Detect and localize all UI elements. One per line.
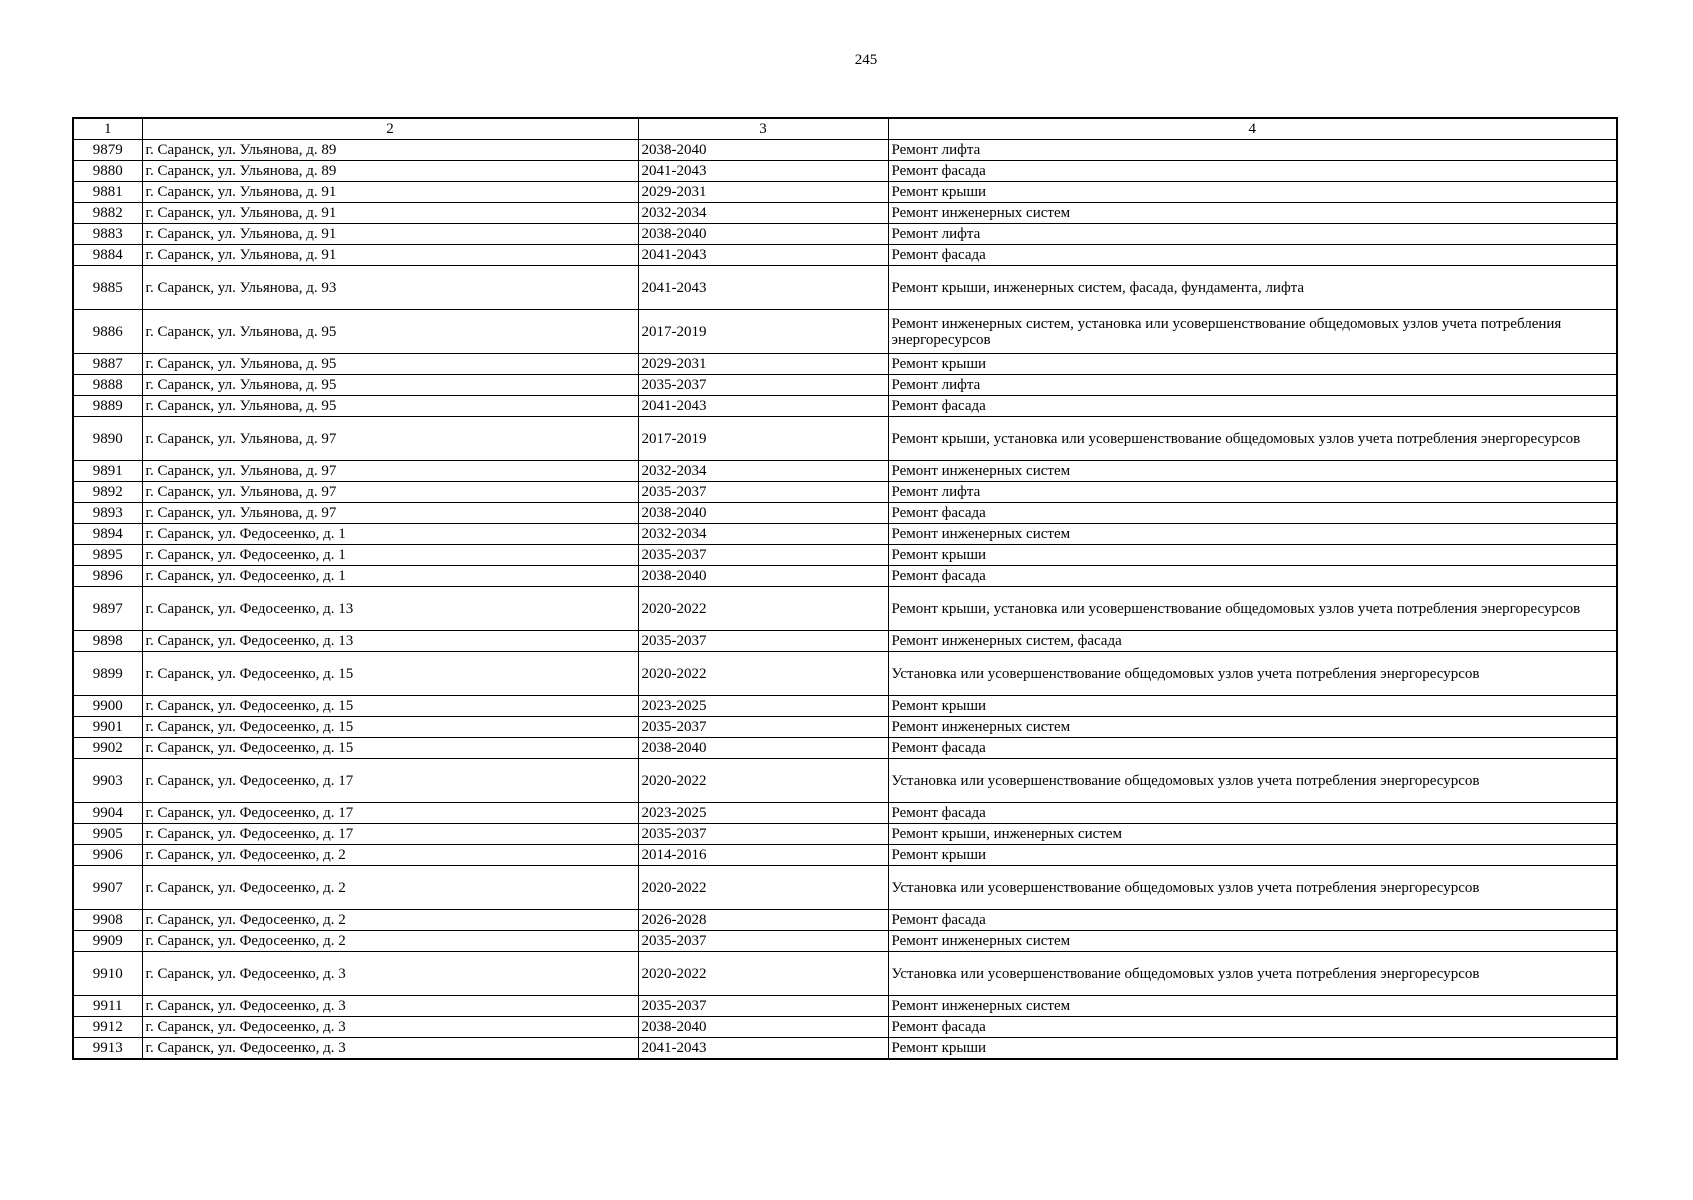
work-type-cell: Ремонт фасада [888,503,1617,524]
work-type-cell: Ремонт крыши [888,354,1617,375]
table-row [73,738,1617,759]
address-cell: г. Саранск, ул. Ульянова, д. 89 [142,161,638,182]
row-number-cell: 9893 [73,503,142,524]
table-row [73,587,1617,631]
table-row [73,375,1617,396]
table-row [73,354,1617,375]
table-row [73,759,1617,803]
period-cell: 2038-2040 [638,738,888,759]
work-type-cell: Установка или усовершенствование общедомовых узлов учета потребления энергоресурсов [888,952,1617,996]
row-number-cell: 9888 [73,375,142,396]
address-cell: г. Саранск, ул. Ульянова, д. 91 [142,245,638,266]
work-type-cell: Ремонт фасада [888,803,1617,824]
row-number-cell: 9882 [73,203,142,224]
period-cell: 2017-2019 [638,310,888,354]
table-header-row [73,118,1617,140]
work-type-cell: Ремонт инженерных систем [888,996,1617,1017]
work-type-cell: Ремонт крыши, установка или усовершенствование общедомовых узлов учета потребления энергоресурсов [888,587,1617,631]
address-cell: г. Саранск, ул. Ульянова, д. 95 [142,375,638,396]
period-cell: 2029-2031 [638,182,888,203]
table-row [73,310,1617,354]
period-cell: 2041-2043 [638,161,888,182]
work-type-cell: Ремонт инженерных систем [888,461,1617,482]
table-row [73,696,1617,717]
address-cell: г. Саранск, ул. Федосеенко, д. 3 [142,996,638,1017]
work-type-cell: Ремонт инженерных систем [888,931,1617,952]
address-cell: г. Саранск, ул. Федосеенко, д. 2 [142,866,638,910]
row-number-cell: 9903 [73,759,142,803]
address-cell: г. Саранск, ул. Федосеенко, д. 1 [142,524,638,545]
table-row [73,845,1617,866]
work-type-cell: Ремонт фасада [888,566,1617,587]
table-row [73,503,1617,524]
address-cell: г. Саранск, ул. Федосеенко, д. 15 [142,696,638,717]
period-cell: 2014-2016 [638,845,888,866]
table-row [73,417,1617,461]
address-cell: г. Саранск, ул. Федосеенко, д. 3 [142,952,638,996]
work-type-cell: Ремонт лифта [888,482,1617,503]
table-row [73,203,1617,224]
work-type-cell: Ремонт инженерных систем [888,203,1617,224]
table-row [73,952,1617,996]
period-cell: 2032-2034 [638,461,888,482]
address-cell: г. Саранск, ул. Федосеенко, д. 2 [142,931,638,952]
row-number-cell: 9902 [73,738,142,759]
table-row [73,866,1617,910]
table-row [73,717,1617,738]
work-type-cell: Установка или усовершенствование общедомовых узлов учета потребления энергоресурсов [888,759,1617,803]
address-cell: г. Саранск, ул. Федосеенко, д. 3 [142,1038,638,1060]
address-cell: г. Саранск, ул. Ульянова, д. 95 [142,396,638,417]
row-number-cell: 9911 [73,996,142,1017]
work-type-cell: Ремонт крыши, инженерных систем, фасада, фундамента, лифта [888,266,1617,310]
period-cell: 2020-2022 [638,652,888,696]
table-row [73,545,1617,566]
period-cell: 2020-2022 [638,759,888,803]
work-type-cell: Ремонт крыши, инженерных систем [888,824,1617,845]
period-cell: 2038-2040 [638,566,888,587]
table-row [73,996,1617,1017]
page-number: 245 [854,52,878,68]
row-number-cell: 9889 [73,396,142,417]
period-cell: 2029-2031 [638,354,888,375]
row-number-cell: 9913 [73,1038,142,1060]
period-cell: 2035-2037 [638,996,888,1017]
row-number-cell: 9897 [73,587,142,631]
period-cell: 2020-2022 [638,587,888,631]
address-cell: г. Саранск, ул. Федосеенко, д. 15 [142,738,638,759]
period-cell: 2035-2037 [638,717,888,738]
address-cell: г. Саранск, ул. Ульянова, д. 97 [142,482,638,503]
work-type-cell: Ремонт крыши [888,696,1617,717]
row-number-cell: 9905 [73,824,142,845]
work-type-cell: Ремонт крыши [888,1038,1617,1060]
work-type-cell: Ремонт фасада [888,910,1617,931]
table-row [73,396,1617,417]
row-number-cell: 9884 [73,245,142,266]
address-cell: г. Саранск, ул. Федосеенко, д. 2 [142,845,638,866]
work-type-cell: Ремонт инженерных систем, установка или усовершенствование общедомовых узлов учета потребления энергоресурсов [888,310,1617,354]
period-cell: 2041-2043 [638,396,888,417]
address-cell: г. Саранск, ул. Ульянова, д. 97 [142,503,638,524]
period-cell: 2035-2037 [638,824,888,845]
row-number-cell: 9892 [73,482,142,503]
row-number-cell: 9908 [73,910,142,931]
address-cell: г. Саранск, ул. Ульянова, д. 89 [142,140,638,161]
address-cell: г. Саранск, ул. Ульянова, д. 93 [142,266,638,310]
address-cell: г. Саранск, ул. Федосеенко, д. 15 [142,652,638,696]
row-number-cell: 9879 [73,140,142,161]
work-type-cell: Ремонт крыши [888,545,1617,566]
row-number-cell: 9898 [73,631,142,652]
period-cell: 2026-2028 [638,910,888,931]
table-row [73,224,1617,245]
table-row [73,1017,1617,1038]
address-cell: г. Саранск, ул. Федосеенко, д. 1 [142,566,638,587]
column-header-2: 2 [142,118,638,140]
table-row [73,931,1617,952]
period-cell: 2020-2022 [638,952,888,996]
period-cell: 2035-2037 [638,545,888,566]
work-type-cell: Ремонт крыши, установка или усовершенствование общедомовых узлов учета потребления энергоресурсов [888,417,1617,461]
work-type-cell: Ремонт фасада [888,245,1617,266]
row-number-cell: 9881 [73,182,142,203]
address-cell: г. Саранск, ул. Федосеенко, д. 2 [142,910,638,931]
work-type-cell: Ремонт фасада [888,396,1617,417]
period-cell: 2020-2022 [638,866,888,910]
table-row [73,652,1617,696]
row-number-cell: 9891 [73,461,142,482]
row-number-cell: 9886 [73,310,142,354]
address-cell: г. Саранск, ул. Федосеенко, д. 13 [142,587,638,631]
table-row [73,910,1617,931]
row-number-cell: 9894 [73,524,142,545]
table-row [73,461,1617,482]
work-type-cell: Ремонт лифта [888,375,1617,396]
column-header-1: 1 [73,118,142,140]
period-cell: 2035-2037 [638,482,888,503]
row-number-cell: 9896 [73,566,142,587]
row-number-cell: 9912 [73,1017,142,1038]
period-cell: 2023-2025 [638,803,888,824]
address-cell: г. Саранск, ул. Ульянова, д. 91 [142,203,638,224]
row-number-cell: 9909 [73,931,142,952]
address-cell: г. Саранск, ул. Федосеенко, д. 17 [142,759,638,803]
period-cell: 2032-2034 [638,203,888,224]
table-row [73,566,1617,587]
table-row [73,824,1617,845]
row-number-cell: 9887 [73,354,142,375]
row-number-cell: 9910 [73,952,142,996]
period-cell: 2041-2043 [638,245,888,266]
table-body [73,140,1617,1060]
work-type-cell: Ремонт лифта [888,140,1617,161]
period-cell: 2017-2019 [638,417,888,461]
address-cell: г. Саранск, ул. Федосеенко, д. 1 [142,545,638,566]
work-type-cell: Ремонт инженерных систем [888,717,1617,738]
address-cell: г. Саранск, ул. Ульянова, д. 91 [142,224,638,245]
period-cell: 2038-2040 [638,1017,888,1038]
address-cell: г. Саранск, ул. Федосеенко, д. 17 [142,803,638,824]
work-type-cell: Ремонт фасада [888,1017,1617,1038]
address-cell: г. Саранск, ул. Ульянова, д. 95 [142,354,638,375]
table-row [73,161,1617,182]
row-number-cell: 9900 [73,696,142,717]
period-cell: 2035-2037 [638,375,888,396]
period-cell: 2023-2025 [638,696,888,717]
work-type-cell: Установка или усовершенствование общедомовых узлов учета потребления энергоресурсов [888,866,1617,910]
row-number-cell: 9880 [73,161,142,182]
period-cell: 2035-2037 [638,931,888,952]
column-header-3: 3 [638,118,888,140]
column-header-4: 4 [888,118,1617,140]
table-row [73,182,1617,203]
table-row [73,140,1617,161]
period-cell: 2035-2037 [638,631,888,652]
row-number-cell: 9907 [73,866,142,910]
row-number-cell: 9883 [73,224,142,245]
table-row [73,266,1617,310]
work-type-cell: Ремонт инженерных систем, фасада [888,631,1617,652]
table-row [73,482,1617,503]
address-cell: г. Саранск, ул. Ульянова, д. 91 [142,182,638,203]
period-cell: 2038-2040 [638,224,888,245]
address-cell: г. Саранск, ул. Федосеенко, д. 15 [142,717,638,738]
work-type-cell: Установка или усовершенствование общедомовых узлов учета потребления энергоресурсов [888,652,1617,696]
period-cell: 2038-2040 [638,503,888,524]
address-cell: г. Саранск, ул. Федосеенко, д. 3 [142,1017,638,1038]
row-number-cell: 9890 [73,417,142,461]
work-type-cell: Ремонт крыши [888,182,1617,203]
period-cell: 2038-2040 [638,140,888,161]
row-number-cell: 9895 [73,545,142,566]
table-row [73,1038,1617,1060]
work-type-cell: Ремонт инженерных систем [888,524,1617,545]
repair-schedule-table [72,117,1618,1060]
row-number-cell: 9899 [73,652,142,696]
table-row [73,631,1617,652]
row-number-cell: 9885 [73,266,142,310]
address-cell: г. Саранск, ул. Ульянова, д. 97 [142,461,638,482]
work-type-cell: Ремонт фасада [888,161,1617,182]
work-type-cell: Ремонт лифта [888,224,1617,245]
work-type-cell: Ремонт крыши [888,845,1617,866]
row-number-cell: 9906 [73,845,142,866]
period-cell: 2032-2034 [638,524,888,545]
table-row [73,803,1617,824]
period-cell: 2041-2043 [638,1038,888,1060]
address-cell: г. Саранск, ул. Ульянова, д. 97 [142,417,638,461]
row-number-cell: 9904 [73,803,142,824]
work-type-cell: Ремонт фасада [888,738,1617,759]
table-row [73,245,1617,266]
row-number-cell: 9901 [73,717,142,738]
address-cell: г. Саранск, ул. Федосеенко, д. 13 [142,631,638,652]
address-cell: г. Саранск, ул. Федосеенко, д. 17 [142,824,638,845]
period-cell: 2041-2043 [638,266,888,310]
address-cell: г. Саранск, ул. Ульянова, д. 95 [142,310,638,354]
table-row [73,524,1617,545]
